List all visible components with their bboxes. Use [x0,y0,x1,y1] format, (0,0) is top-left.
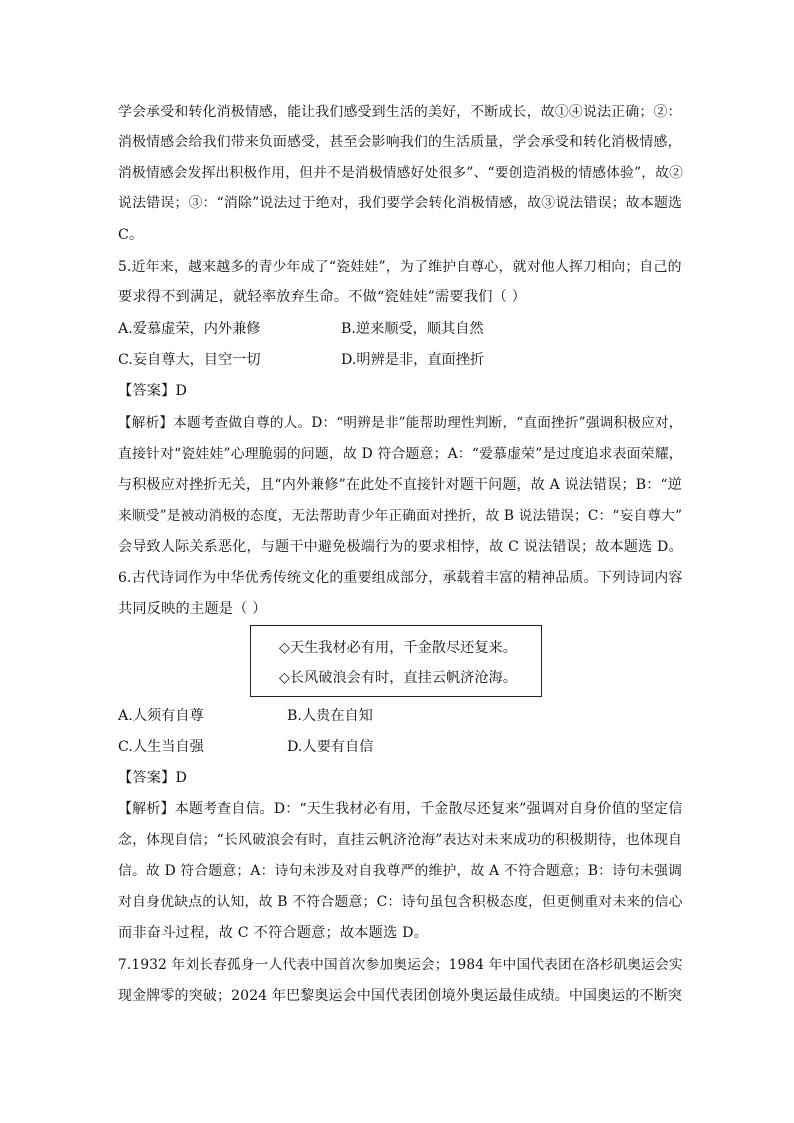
text-line: 消极情感会发挥出积极作用，但并不是消极情感好处很多”、“要创造消极的情感体验”，故② [118,165,684,181]
q6-answer: 【答案】D [118,770,188,786]
text-line: 说法错误；③：“消除”说法过于绝对，我们要学会转化消极情感，故③说法错误；故本题选 [118,195,683,211]
q6-analysis-line: 对自身优缺点的认知，故 B 不符合题意；C：诗句虽包含积极态度，但更侧重对未来的信心 [118,894,683,910]
q5-option-c: C.妄自尊大，目空一切 [118,352,261,368]
q6-option-d: D.人要有自信 [287,739,374,755]
poem-line: ◇天生我材必有用，千金散尽还复来。 [279,640,517,656]
q5-answer: 【答案】D [118,383,188,399]
text-line: 学会承受和转化消极情感，能让我们感受到生活的美好，不断成长，故①④说法正确；②： [118,104,682,120]
q6-option-c: C.人生当自强 [118,739,204,755]
q7-stem-line: 现金牌零的突破；2024 年巴黎奥运会中国代表团创境外奥运最佳成绩。中国奥运的不断突 [118,988,682,1004]
q6-option-b: B.人贵在自知 [287,708,373,724]
text-line: 消极情感会给我们带来负面感受，甚至会影响我们的生活质量，学会承受和转化消极情感， [118,134,682,150]
q6-analysis-line: 而非奋斗过程，故 C 不符合题意；故本题选 D。 [118,925,429,941]
q5-analysis-line: 会导致人际关系恶化，与题干中避免极端行为的要求相悖，故 C 说法错误；故本题选 D。 [118,539,683,555]
q6-stem-line: 共同反映的主题是（ ） [118,601,267,617]
q5-option-a: A.爱慕虚荣，内外兼修 [118,321,261,337]
q6-stem-line: 6.古代诗词作为中华优秀传统文化的重要组成部分，承载着丰富的精神品质。下列诗词内容 [118,570,683,586]
q5-analysis-line: 直接针对“瓷娃娃”心理脆弱的问题，故 D 符合题意；A：“爱慕虚荣”是过度追求表面荣耀， [118,446,683,462]
poem-line: ◇长风破浪会有时，直挂云帆济沧海。 [279,670,517,686]
poem-box [250,625,542,697]
q6-analysis-line: 信。故 D 符合题意；A：诗句未涉及对自我尊严的维护，故 A 不符合题意；B：诗句未强调 [118,863,683,879]
q5-stem-line: 要求得不到满足，就轻率放弃生命。不做“瓷娃娃”需要我们（ ） [118,289,527,305]
q6-analysis-line: 【解析】本题考查自信。D：“天生我材必有用，千金散尽还复来”强调对自身价值的坚定信 [118,801,683,817]
q5-analysis-line: 【解析】本题考查做自尊的人。D：“明辨是非”能帮助理性判断，“直面挫折”强调积极应对， [118,415,683,431]
q6-option-a: A.人须有自尊 [118,708,204,724]
q5-analysis-line: 来顺受”是被动消极的态度，无法帮助青少年正确面对挫折，故 B 说法错误；C：“妄自尊大” [118,508,683,524]
q5-option-d: D.明辨是非，直面挫折 [341,352,485,368]
q6-analysis-line: 念，体现自信；“长风破浪会有时，直挂云帆济沧海”表达对未来成功的积极期待，也体现自 [118,832,683,848]
q7-stem-line: 7.1932 年刘长春孤身一人代表中国首次参加奥运会；1984 年中国代表团在洛杉矶奥运会实 [118,957,683,973]
text-line: C。 [118,227,144,243]
q5-stem-line: 5.近年来，越来越多的青少年成了“瓷娃娃”，为了维护自尊心，就对他人挥刀相向；自己的 [118,259,682,275]
q5-option-b: B.逆来顺受，顺其自然 [341,321,484,337]
q5-analysis-line: 与积极应对挫折无关，且“内外兼修”在此处不直接针对题干问题，故 A 说法错误；B：“逆 [118,477,682,493]
